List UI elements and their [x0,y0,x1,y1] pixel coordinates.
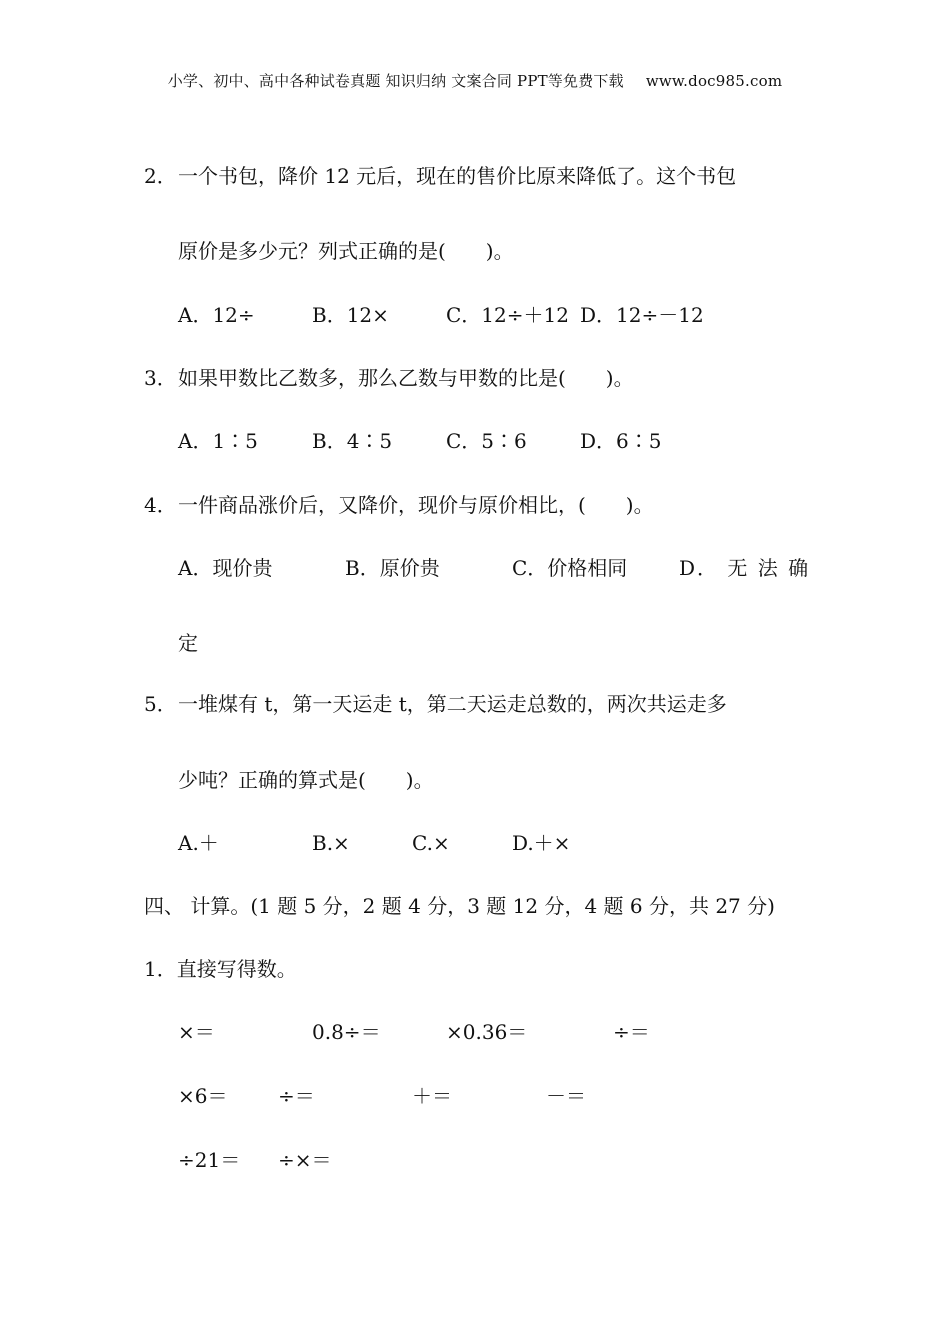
question-4-number: 4． [144,493,177,517]
question-2-option-b: B．12× [312,303,389,327]
question-3-text: 如果甲数比乙数多，那么乙数与甲数的比是( )。 [178,366,634,390]
question-2-line-1 [144,166,736,186]
question-4-option-c: C．价格相同 [512,556,628,580]
question-3-option-c: C．5∶6 [446,429,527,453]
calc-row-2-item-1: ×6＝ [178,1084,228,1108]
question-4-option-a: A．现价贵 [178,556,273,580]
question-4-text: 一件商品涨价后，又降价，现价与原价相比，( )。 [178,493,654,517]
question-3-number: 3． [144,366,177,390]
question-3-line-1 [144,368,634,388]
question-3-option-a: A．1∶5 [178,429,258,453]
question-2-option-d: D．12÷－12 [580,303,704,327]
question-4-line-1 [144,495,654,515]
question-2-line-2: 原价是多少元？列式正确的是( )。 [178,239,514,263]
question-2-text: 一个书包，降价 12 元后，现在的售价比原来降低了。这个书包 [178,164,737,188]
calc-row-2-item-4: －＝ [546,1084,586,1108]
question-5-option-d: D.＋× [512,831,571,855]
question-4-continuation: 定 [178,631,198,655]
question-4-option-b: B．原价贵 [345,556,440,580]
question-5-line-2: 少吨？正确的算式是( )。 [178,768,434,792]
question-2-option-a: A．12÷ [178,303,255,327]
question-2-option-c: C．12÷＋12 [446,303,569,327]
question-5-option-c: C.× [412,831,450,855]
section-4-title: 四、 计算。(1 题 5 分，2 题 4 分，3 题 12 分，4 题 6 分，共 27 分) [144,894,775,918]
question-5-option-a: A.＋ [178,831,219,855]
header-site: www.doc985.com [645,72,783,90]
calc-row-1-item-1: ×＝ [178,1020,215,1044]
question-3-option-d: D．6∶5 [580,429,662,453]
page-header [0,70,950,91]
calc-row-1-item-3: ×0.36＝ [446,1020,528,1044]
header-text: 小学、初中、高中各种试卷真题 知识归纳 文案合同 PPT等免费下载 [167,72,624,90]
calc-row-3-item-2: ÷×＝ [278,1148,332,1172]
question-5-text: 一堆煤有 t，第一天运走 t，第二天运走总数的，两次共运走多 [178,692,727,716]
question-4-option-d: D． 无 法 确 [679,556,811,580]
calc-row-2-item-3: ＋＝ [412,1084,452,1108]
section-4-item-1: 1．直接写得数。 [144,957,297,981]
question-5-option-b: B.× [312,831,350,855]
calc-row-2-item-2: ÷＝ [278,1084,315,1108]
question-3-option-b: B．4∶5 [312,429,393,453]
question-5-number: 5． [144,692,177,716]
calc-row-3-item-1: ÷21＝ [178,1148,241,1172]
calc-row-1-item-2: 0.8÷＝ [312,1020,381,1044]
question-5-line-1 [144,694,727,714]
calc-row-1-item-4: ÷＝ [613,1020,650,1044]
question-2-number: 2． [144,164,177,188]
